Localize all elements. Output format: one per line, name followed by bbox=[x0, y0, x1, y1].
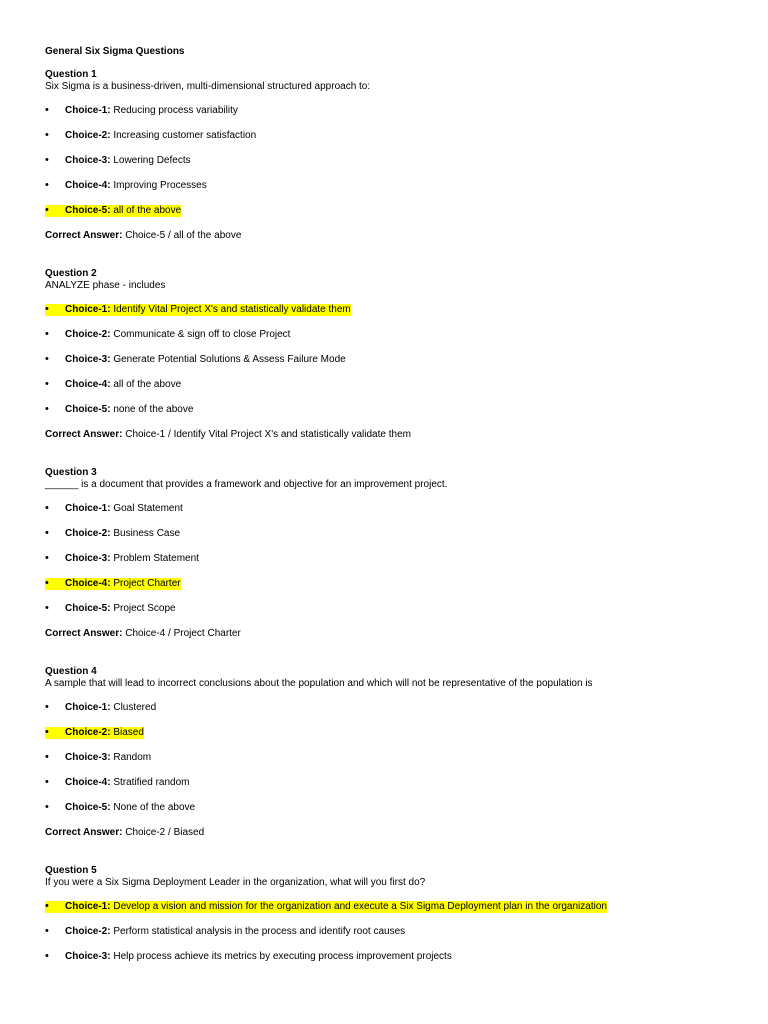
choice-label: Choice-2: bbox=[65, 130, 111, 141]
choice-text: Random bbox=[110, 752, 152, 763]
bullet-icon: • bbox=[45, 701, 49, 713]
choice-text: Lowering Defects bbox=[110, 155, 191, 166]
choice-item-highlighted bbox=[45, 304, 745, 316]
bullet-icon: • bbox=[45, 602, 49, 614]
choice-item bbox=[45, 354, 745, 366]
choice-text: None of the above bbox=[110, 802, 196, 813]
choice-text: Goal Statement bbox=[110, 503, 183, 514]
choice-item bbox=[45, 926, 745, 938]
question-heading: Question 1 bbox=[45, 69, 97, 80]
choice-item bbox=[45, 503, 745, 515]
choice-content bbox=[45, 155, 191, 167]
choice-content bbox=[45, 777, 190, 789]
question-list bbox=[45, 69, 745, 963]
choice-text: Increasing customer satisfaction bbox=[110, 130, 257, 141]
choice-item-highlighted bbox=[45, 205, 745, 217]
choice-list bbox=[45, 702, 745, 814]
choice-content bbox=[45, 727, 144, 739]
choice-content bbox=[45, 205, 181, 217]
correct-answer bbox=[45, 230, 745, 242]
question-text: A sample that will lead to incorrect conclusions about the population and which will not be representative of the population is bbox=[45, 678, 593, 689]
choice-label: Choice-1: bbox=[65, 702, 111, 713]
choice-text: Project Charter bbox=[110, 578, 181, 589]
bullet-icon: • bbox=[45, 328, 49, 340]
question-heading: Question 3 bbox=[45, 467, 97, 478]
choice-content bbox=[45, 951, 452, 963]
choice-text: Improving Processes bbox=[110, 180, 207, 191]
correct-answer-value: Choice-1 / Identify Vital Project X's and statistically validate them bbox=[122, 429, 411, 440]
choice-text: Develop a vision and mission for the organization and execute a Six Sigma Deployment plan in the organization bbox=[110, 901, 607, 912]
question-text: If you were a Six Sigma Deployment Leader in the organization, what will you first do? bbox=[45, 877, 426, 888]
bullet-icon: • bbox=[45, 179, 49, 191]
choice-item bbox=[45, 105, 745, 117]
choice-text: Perform statistical analysis in the process and identify root causes bbox=[110, 926, 406, 937]
choice-item bbox=[45, 155, 745, 167]
choice-text: none of the above bbox=[110, 404, 194, 415]
choice-item bbox=[45, 951, 745, 963]
choice-label: Choice-4: bbox=[65, 379, 111, 390]
choice-text: Reducing process variability bbox=[110, 105, 238, 116]
choice-label: Choice-3: bbox=[65, 155, 111, 166]
bullet-icon: • bbox=[45, 129, 49, 141]
choice-list bbox=[45, 503, 745, 615]
correct-answer-value: Choice-4 / Project Charter bbox=[122, 628, 241, 639]
bullet-icon: • bbox=[45, 378, 49, 390]
choice-item bbox=[45, 130, 745, 142]
choice-content bbox=[45, 553, 199, 565]
choice-label: Choice-2: bbox=[65, 926, 111, 937]
choice-content bbox=[45, 702, 156, 714]
question-text: Six Sigma is a business-driven, multi-dimensional structured approach to: bbox=[45, 81, 371, 92]
choice-item bbox=[45, 752, 745, 764]
question-block bbox=[45, 268, 745, 441]
choice-item bbox=[45, 553, 745, 565]
choice-content bbox=[45, 528, 180, 540]
bullet-icon: • bbox=[45, 776, 49, 788]
question-text: ANALYZE phase - includes bbox=[45, 280, 166, 291]
bullet-icon: • bbox=[45, 577, 49, 589]
choice-item-highlighted bbox=[45, 578, 745, 590]
choice-text: Biased bbox=[110, 727, 144, 738]
choice-text: all of the above bbox=[110, 205, 182, 216]
choice-label: Choice-3: bbox=[65, 951, 111, 962]
choice-label: Choice-4: bbox=[65, 777, 111, 788]
choice-text: Communicate & sign off to close Project bbox=[110, 329, 291, 340]
question-heading: Question 5 bbox=[45, 865, 97, 876]
choice-item bbox=[45, 702, 745, 714]
choice-label: Choice-5: bbox=[65, 603, 111, 614]
choice-content bbox=[45, 130, 256, 142]
choice-label: Choice-2: bbox=[65, 727, 111, 738]
choice-list bbox=[45, 304, 745, 416]
correct-answer-value: Choice-5 / all of the above bbox=[122, 230, 242, 241]
correct-answer-label: Correct Answer: bbox=[45, 429, 123, 440]
choice-text: Help process achieve its metrics by executing process improvement projects bbox=[110, 951, 452, 962]
choice-item bbox=[45, 528, 745, 540]
choice-content bbox=[45, 503, 183, 515]
choice-list bbox=[45, 901, 745, 963]
choice-text: Generate Potential Solutions & Assess Failure Mode bbox=[110, 354, 346, 365]
choice-item bbox=[45, 777, 745, 789]
choice-content bbox=[45, 354, 346, 366]
choice-label: Choice-4: bbox=[65, 578, 111, 589]
choice-label: Choice-1: bbox=[65, 901, 111, 912]
choice-content bbox=[45, 379, 181, 391]
choice-item bbox=[45, 603, 745, 615]
choice-text: Business Case bbox=[110, 528, 181, 539]
bullet-icon: • bbox=[45, 726, 49, 738]
choice-content bbox=[45, 105, 238, 117]
choice-text: Stratified random bbox=[110, 777, 190, 788]
correct-answer-label: Correct Answer: bbox=[45, 230, 123, 241]
choice-content bbox=[45, 180, 207, 192]
question-block bbox=[45, 865, 745, 963]
choice-content bbox=[45, 802, 195, 814]
choice-label: Choice-1: bbox=[65, 503, 111, 514]
bullet-icon: • bbox=[45, 950, 49, 962]
question-block bbox=[45, 666, 745, 839]
choice-label: Choice-5: bbox=[65, 404, 111, 415]
choice-item-highlighted bbox=[45, 727, 745, 739]
choice-content bbox=[45, 329, 290, 341]
bullet-icon: • bbox=[45, 925, 49, 937]
choice-item bbox=[45, 404, 745, 416]
choice-label: Choice-5: bbox=[65, 802, 111, 813]
choice-item bbox=[45, 802, 745, 814]
choice-label: Choice-3: bbox=[65, 553, 111, 564]
choice-list bbox=[45, 105, 745, 217]
question-heading: Question 2 bbox=[45, 268, 97, 279]
choice-label: Choice-4: bbox=[65, 180, 111, 191]
choice-content bbox=[45, 901, 607, 913]
bullet-icon: • bbox=[45, 104, 49, 116]
bullet-icon: • bbox=[45, 204, 49, 216]
correct-answer-label: Correct Answer: bbox=[45, 827, 123, 838]
choice-content bbox=[45, 926, 405, 938]
choice-label: Choice-1: bbox=[65, 105, 111, 116]
choice-text: Clustered bbox=[110, 702, 157, 713]
correct-answer bbox=[45, 429, 745, 441]
choice-item bbox=[45, 180, 745, 192]
bullet-icon: • bbox=[45, 900, 49, 912]
choice-text: Project Scope bbox=[110, 603, 176, 614]
choice-item-highlighted bbox=[45, 901, 745, 913]
choice-item bbox=[45, 329, 745, 341]
question-heading: Question 4 bbox=[45, 666, 97, 677]
bullet-icon: • bbox=[45, 353, 49, 365]
correct-answer bbox=[45, 628, 745, 640]
choice-label: Choice-3: bbox=[65, 354, 111, 365]
choice-label: Choice-2: bbox=[65, 528, 111, 539]
choice-content bbox=[45, 578, 181, 590]
choice-label: Choice-2: bbox=[65, 329, 111, 340]
bullet-icon: • bbox=[45, 527, 49, 539]
bullet-icon: • bbox=[45, 403, 49, 415]
correct-answer-value: Choice-2 / Biased bbox=[122, 827, 205, 838]
bullet-icon: • bbox=[45, 303, 49, 315]
choice-item bbox=[45, 379, 745, 391]
choice-content bbox=[45, 304, 351, 316]
choice-label: Choice-1: bbox=[65, 304, 111, 315]
document-title: General Six Sigma Questions bbox=[45, 46, 185, 57]
bullet-icon: • bbox=[45, 751, 49, 763]
choice-text: Identify Vital Project X's and statistically validate them bbox=[110, 304, 351, 315]
choice-label: Choice-5: bbox=[65, 205, 111, 216]
choice-content bbox=[45, 752, 151, 764]
correct-answer bbox=[45, 827, 745, 839]
choice-label: Choice-3: bbox=[65, 752, 111, 763]
question-block bbox=[45, 467, 745, 640]
document-page bbox=[45, 46, 745, 963]
choice-text: all of the above bbox=[110, 379, 182, 390]
bullet-icon: • bbox=[45, 502, 49, 514]
choice-text: Problem Statement bbox=[110, 553, 199, 564]
bullet-icon: • bbox=[45, 801, 49, 813]
question-text: ______ is a document that provides a framework and objective for an improvement project. bbox=[45, 479, 448, 490]
correct-answer-label: Correct Answer: bbox=[45, 628, 123, 639]
choice-content bbox=[45, 603, 176, 615]
bullet-icon: • bbox=[45, 154, 49, 166]
choice-content bbox=[45, 404, 193, 416]
question-block bbox=[45, 69, 745, 242]
bullet-icon: • bbox=[45, 552, 49, 564]
